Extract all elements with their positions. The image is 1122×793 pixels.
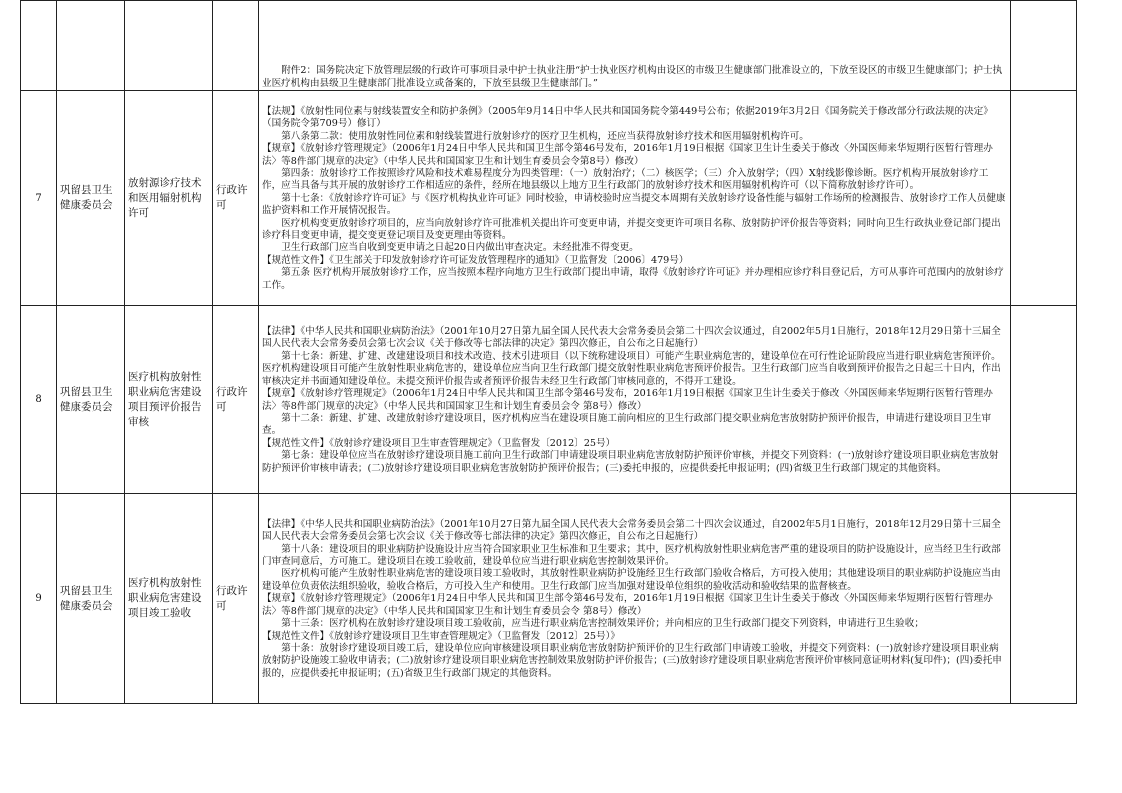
basis-paragraph: 【规范性文件】《放射诊疗建设项目卫生审查管理规定》（卫监督发〔2012〕25号） bbox=[262, 437, 616, 449]
item-type-cell: 行政许可 bbox=[213, 494, 259, 704]
row-number: 9 bbox=[21, 494, 57, 704]
basis-paragraph: 【规章】《放射诊疗管理规定》（2006年1月24日中华人民共和国卫生部令第46号发布，2016年1月19日根据《国家卫生计生委关于修改〈外国医师来华短期行医暂行管理办法〉等8件部门规章的决定》（中华人民共和国国家卫生和计划生育委员会令 第8号）修改） bbox=[262, 388, 993, 412]
remark-cell bbox=[1011, 1, 1077, 91]
table-row bbox=[21, 1, 1077, 91]
table-row bbox=[21, 91, 1077, 306]
basis-paragraph: 【规章】《放射诊疗管理规定》（2006年1月24日中华人民共和国卫生部令第46号发布，2016年1月19日根据《国家卫生计生委关于修改〈外国医师来华短期行医暂行管理办法〉等8件部门规章的决定》（中华人民共和国国家卫生和计划生育委员会令第8号）修改） bbox=[262, 143, 993, 167]
remark-cell bbox=[1011, 91, 1077, 306]
item-name-cell: 医疗机构放射性职业病危害建设项目预评价报告审核 bbox=[125, 306, 213, 494]
item-type-cell: 行政许可 bbox=[213, 91, 259, 306]
row-number bbox=[21, 1, 57, 91]
legal-basis-cell bbox=[259, 494, 1011, 704]
row-number: 8 bbox=[21, 306, 57, 494]
department-cell bbox=[57, 1, 125, 91]
basis-paragraph: 附件2：国务院决定下放管理层级的行政许可事项目录中护士执业注册“护士执业医疗机构由设区的市级卫生健康部门批准设立的，下放至设区的市级卫生健康部门；护士执业医疗机构由县级卫生健康部门批准设立或备案的，下放至县级卫生健康部门。” bbox=[262, 65, 1003, 89]
legal-basis-text bbox=[262, 519, 1007, 680]
remark-cell bbox=[1011, 306, 1077, 494]
department-cell: 巩留县卫生健康委员会 bbox=[57, 91, 125, 306]
basis-paragraph: 医疗机构变更放射诊疗项目的，应当向放射诊疗许可批准机关提出许可变更申请，并提交变更许可项目名称、放射防护评价报告等资料；同时向卫生行政执业登记部门提出诊疗科目变更申请，提交变更登记项目及变更理由等资料。 bbox=[262, 217, 1001, 242]
basis-paragraph: 第十三条：医疗机构在放射诊疗建设项目竣工验收前，应当进行职业病危害控制效果评价；并向相应的卫生行政部门提交下列资料，申请进行卫生验收； bbox=[281, 618, 924, 630]
remark-cell bbox=[1011, 494, 1077, 704]
item-name-cell: 医疗机构放射性职业病危害建设项目竣工验收 bbox=[125, 494, 213, 704]
item-name-cell: 放射源诊疗技术和医用辐射机构许可 bbox=[125, 91, 213, 306]
department-cell: 巩留县卫生健康委员会 bbox=[57, 494, 125, 704]
basis-paragraph: 医疗机构可能产生放射性职业病危害的建设项目竣工验收时，其放射性职业病防护设施经卫生行政部门验收合格后，方可投入使用；其他建设项目的职业病防护设施应当由建设单位负责依法组织验收，验收合格后，方可投入生产和使用。卫生行政部门应当加强对建设单位组织的验收活动和验收结果的监督核查。 bbox=[262, 568, 1001, 592]
basis-paragraph: 第十二条：新建、扩建、改建放射诊疗建设项目，医疗机构应当在建设项目施工前向相应的卫生行政部门提交职业病危害放射防护预评价报告，申请进行建设项目卫生审查。 bbox=[262, 412, 992, 437]
basis-paragraph: 【规章】《放射诊疗管理规定》（2006年1月24日中华人民共和国卫生部令第46号发布，2016年1月19日根据《国家卫生计生委关于修改〈外国医师来华短期行医暂行管理办法〉等8件部门规章的决定》（中华人民共和国国家卫生和计划生育委员会令 第8号）修改） bbox=[262, 593, 993, 617]
basis-paragraph: 第四条：放射诊疗工作按照诊疗风险和技术难易程度分为四类管理：（一）放射治疗；（二）核医学；（三）介入放射学；（四）X射线影像诊断。医疗机构开展放射诊疗工作，应当具备与其开展的放射诊疗工作相适应的条件，经所在地县级以上地方卫生行政部门的放射诊疗技术和医用辐射机构许可（以下简称放射诊疗许可）。 bbox=[262, 167, 989, 192]
basis-paragraph: 第五条 医疗机构开展放射诊疗工作，应当按照本程序向地方卫生行政部门提出申请，取得《放射诊疗许可证》并办理相应诊疗科目登记后，方可从事许可范围内的放射诊疗工作。 bbox=[262, 267, 1004, 291]
basis-paragraph: 第十条：放射诊疗建设项目竣工后，建设单位应向审核建设项目职业病危害放射防护预评价的卫生行政部门申请竣工验收，并提交下列资料：(一)放射诊疗建设项目职业病放射防护设施竣工验收申请表；(二)放射诊疗建设项目职业病危害控制效果放射防护评价报告；(三)放射诊疗建设项目职业病危害预评价审核同意证明材料(复印件)；(四)委托申报的，应提供委托申报证明；(五)省级卫生行政部门规定的其他资料。 bbox=[262, 642, 1002, 679]
basis-paragraph: 第十八条：建设项目的职业病防护设施设计应当符合国家职业卫生标准和卫生要求；其中，医疗机构放射性职业病危害严重的建设项目的防护设施设计，应当经卫生行政部门审查同意后，方可施工。建设项目在竣工验收前，建设单位应当进行职业病危害控制效果评价。 bbox=[262, 543, 1001, 568]
table-body bbox=[21, 1, 1077, 704]
basis-paragraph: 第十七条：新建、扩建、改建建设项目和技术改造、技术引进项目（以下统称建设项目）可能产生职业病危害的，建设单位在可行性论证阶段应当进行职业病危害预评价。医疗机构建设项目可能产生放射性职业病危害的，建设单位应当向卫生行政部门提交放射性职业病危害预评价报告。卫生行政部门应当自收到预评价报告之日起三十日内，作出审核决定并书面通知建设单位。未提交预评价报告或者预评价报告未经卫生行政部门审核同意的，不得开工建设。 bbox=[262, 350, 1001, 387]
department-cell: 巩留县卫生健康委员会 bbox=[57, 306, 125, 494]
basis-paragraph: 【法律】《中华人民共和国职业病防治法》（2001年10月27日第九届全国人民代表大会常务委员会第二十四次会议通过，自2002年5月1日施行，2018年12月29日第十三届全国人民代表大会常务委员会第七次会议《关于修改等七部法律的决定》第四次修正，自公布之日起施行） bbox=[262, 518, 1001, 543]
legal-basis-text bbox=[262, 106, 1007, 292]
basis-paragraph: 【规范性文件】《卫生部关于印发放射诊疗许可证发放管理程序的通知》（卫监督发〔2006〕479号） bbox=[262, 254, 689, 266]
legal-basis-cell bbox=[259, 306, 1011, 494]
item-type-cell bbox=[213, 1, 259, 91]
basis-paragraph: 【规范性文件】《放射诊疗建设项目卫生审查管理规定》（卫监督发〔2012〕25号）》 bbox=[262, 630, 621, 642]
legal-basis-cell bbox=[259, 1, 1011, 91]
legal-basis-text bbox=[262, 326, 1007, 475]
basis-paragraph: 卫生行政部门应当自收到变更申请之日起20日内做出审查决定。未经批准不得变更。 bbox=[281, 242, 639, 254]
basis-paragraph: 第十七条：《放射诊疗许可证》与《医疗机构执业许可证》同时校验，申请校验时应当提交本周期有关放射诊疗设备性能与辐射工作场所的检测报告、放射诊疗工作人员健康监护资料和工作开展情况报告。 bbox=[262, 192, 1006, 217]
basis-paragraph: 【法律】《中华人民共和国职业病防治法》（2001年10月27日第九届全国人民代表大会常务委员会第二十四次会议通过，自2002年5月1日施行，2018年12月29日第十三届全国人民代表大会常务委员会第七次会议《关于修改等七部法律的决定》第四次修正，自公布之日起施行） bbox=[262, 326, 1001, 350]
table-row bbox=[21, 494, 1077, 704]
table-row bbox=[21, 306, 1077, 494]
item-name-cell bbox=[125, 1, 213, 91]
basis-paragraph: 第八条第二款：使用放射性同位素和射线装置进行放射诊疗的医疗卫生机构，还应当获得放射诊疗技术和医用辐射机构许可。 bbox=[281, 130, 809, 142]
permission-items-table bbox=[20, 0, 1077, 704]
basis-paragraph: 第七条：建设单位应当在放射诊疗建设项目施工前向卫生行政部门申请建设项目职业病危害放射防护预评价审核，并提交下列资料：(一)放射诊疗建设项目职业病危害放射防护预评价审核申请表；(二)放射诊疗建设项目职业病危害放射防护预评价报告；(三)委托申报的，应提供委托申报证明；(四)省级卫生行政部门规定的其他资料。 bbox=[262, 450, 999, 474]
item-type-cell: 行政许可 bbox=[213, 306, 259, 494]
legal-basis-text bbox=[262, 65, 1007, 90]
legal-basis-cell bbox=[259, 91, 1011, 306]
basis-paragraph: 【法规】《放射性同位素与射线装置安全和防护条例》（2005年9月14日中华人民共和国国务院令第449号公布；依据2019年3月2日《国务院关于修改部分行政法规的决定》（国务院令第709号）修订） bbox=[262, 105, 993, 130]
row-number: 7 bbox=[21, 91, 57, 306]
